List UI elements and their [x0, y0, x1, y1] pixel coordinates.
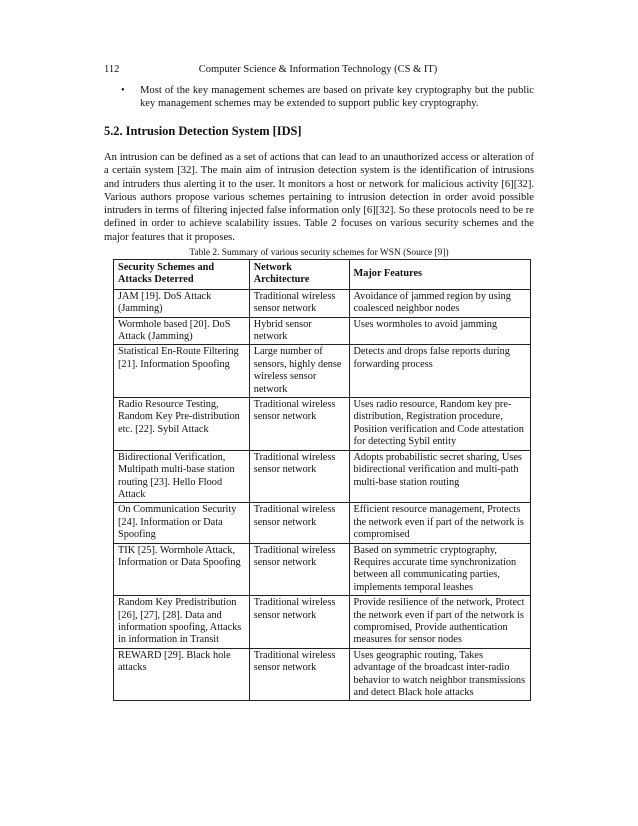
table-cell: Traditional wireless sensor network: [249, 450, 349, 503]
table-cell: Traditional wireless sensor network: [249, 543, 349, 596]
running-title: Computer Science & Information Technology (CS & IT): [198, 64, 438, 75]
table-cell: Large number of sensors, highly dense wireless sensor network: [249, 345, 349, 398]
table-cell: REWARD [29]. Black hole attacks: [114, 648, 250, 701]
page-number: 112: [104, 64, 120, 75]
table-cell: Wormhole based [20]. DoS Attack (Jamming): [114, 317, 250, 345]
table-cell: TIK [25]. Wormhole Attack, Information or Data Spoofing: [114, 543, 250, 596]
table-cell: Bidirectional Verification, Multipath multi-base station routing [23]. Hello Flood Attack: [114, 450, 250, 503]
column-header: Security Schemes and Attacks Deterred: [114, 260, 250, 290]
bullet-item: [104, 84, 534, 110]
table-cell: Avoidance of jammed region by using coalesced neighbor nodes: [349, 289, 531, 317]
table-cell: Traditional wireless sensor network: [249, 289, 349, 317]
bullet-text: Most of the key management schemes are based on private key cryptography but the public key management schemes may be extended to support public key cryptography.: [140, 85, 534, 109]
security-schemes-table: [113, 259, 531, 701]
page-header: [104, 64, 532, 78]
body-paragraph: An intrusion can be defined as a set of actions that can lead to an unauthorized access or alteration of a certain system [32]. The main aim of intrusion detection system is the identification of intrusions and intruders thus alerting it to the user. It monitors a host or network for malicious activity [6][32]. Various authors propose various schemes pertaining to intrusion detection in order avoid possible intruders in terms of filtering injected false information only [6][32]. So these protocols need to be re defined in order to achieve scalability issues. Table 2 focuses on various security schemes and the major features that it proposes.: [104, 152, 534, 243]
table-cell: Uses geographic routing, Takes advantage of the broadcast inter-radio behavior to watch neighbor transmissions and detect Black hole attacks: [349, 648, 531, 701]
table-row: [114, 450, 531, 503]
table-row: [114, 317, 531, 345]
table-row: [114, 543, 531, 596]
bullet-icon: •: [121, 85, 125, 96]
table-row: [114, 503, 531, 543]
table-cell: Provide resilience of the network, Protect the network even if part of the network is compromised, Provide authentication measures for sensor nodes: [349, 596, 531, 649]
table-cell: Uses wormholes to avoid jamming: [349, 317, 531, 345]
table-caption: Table 2. Summary of various security schemes for WSN (Source [9]): [189, 248, 449, 258]
column-header: Major Features: [349, 260, 531, 290]
table-cell: Adopts probabilistic secret sharing, Uses bidirectional verification and multi-path multi-base station routing: [349, 450, 531, 503]
table-header-row: [114, 260, 531, 290]
table-cell: Detects and drops false reports during forwarding process: [349, 345, 531, 398]
table-row: [114, 648, 531, 701]
table-row: [114, 345, 531, 398]
table-cell: Random Key Predistribution [26], [27], [28]. Data and information spoofing, Attacks in information in Transit: [114, 596, 250, 649]
table-row: [114, 398, 531, 451]
table-cell: Efficient resource management, Protects the network even if part of the network is compromised: [349, 503, 531, 543]
table-cell: Uses radio resource, Random key pre-distribution, Registration procedure, Position verification and Code attestation for detecting Sybil entity: [349, 398, 531, 451]
table-cell: Based on symmetric cryptography, Requires accurate time synchronization between all communicating parties, implements temporal leashes: [349, 543, 531, 596]
table-cell: Hybrid sensor network: [249, 317, 349, 345]
table-cell: Traditional wireless sensor network: [249, 596, 349, 649]
table-cell: JAM [19]. DoS Attack (Jamming): [114, 289, 250, 317]
table-cell: Traditional wireless sensor network: [249, 398, 349, 451]
table-cell: Traditional wireless sensor network: [249, 503, 349, 543]
column-header: Network Architecture: [249, 260, 349, 290]
table-cell: Statistical En-Route Filtering [21]. Information Spoofing: [114, 345, 250, 398]
table-cell: Radio Resource Testing, Random Key Pre-distribution etc. [22]. Sybil Attack: [114, 398, 250, 451]
table-row: [114, 596, 531, 649]
table-cell: Traditional wireless sensor network: [249, 648, 349, 701]
table-row: [114, 289, 531, 317]
section-heading: 5.2. Intrusion Detection System [IDS]: [104, 124, 302, 138]
table-cell: On Communication Security [24]. Information or Data Spoofing: [114, 503, 250, 543]
